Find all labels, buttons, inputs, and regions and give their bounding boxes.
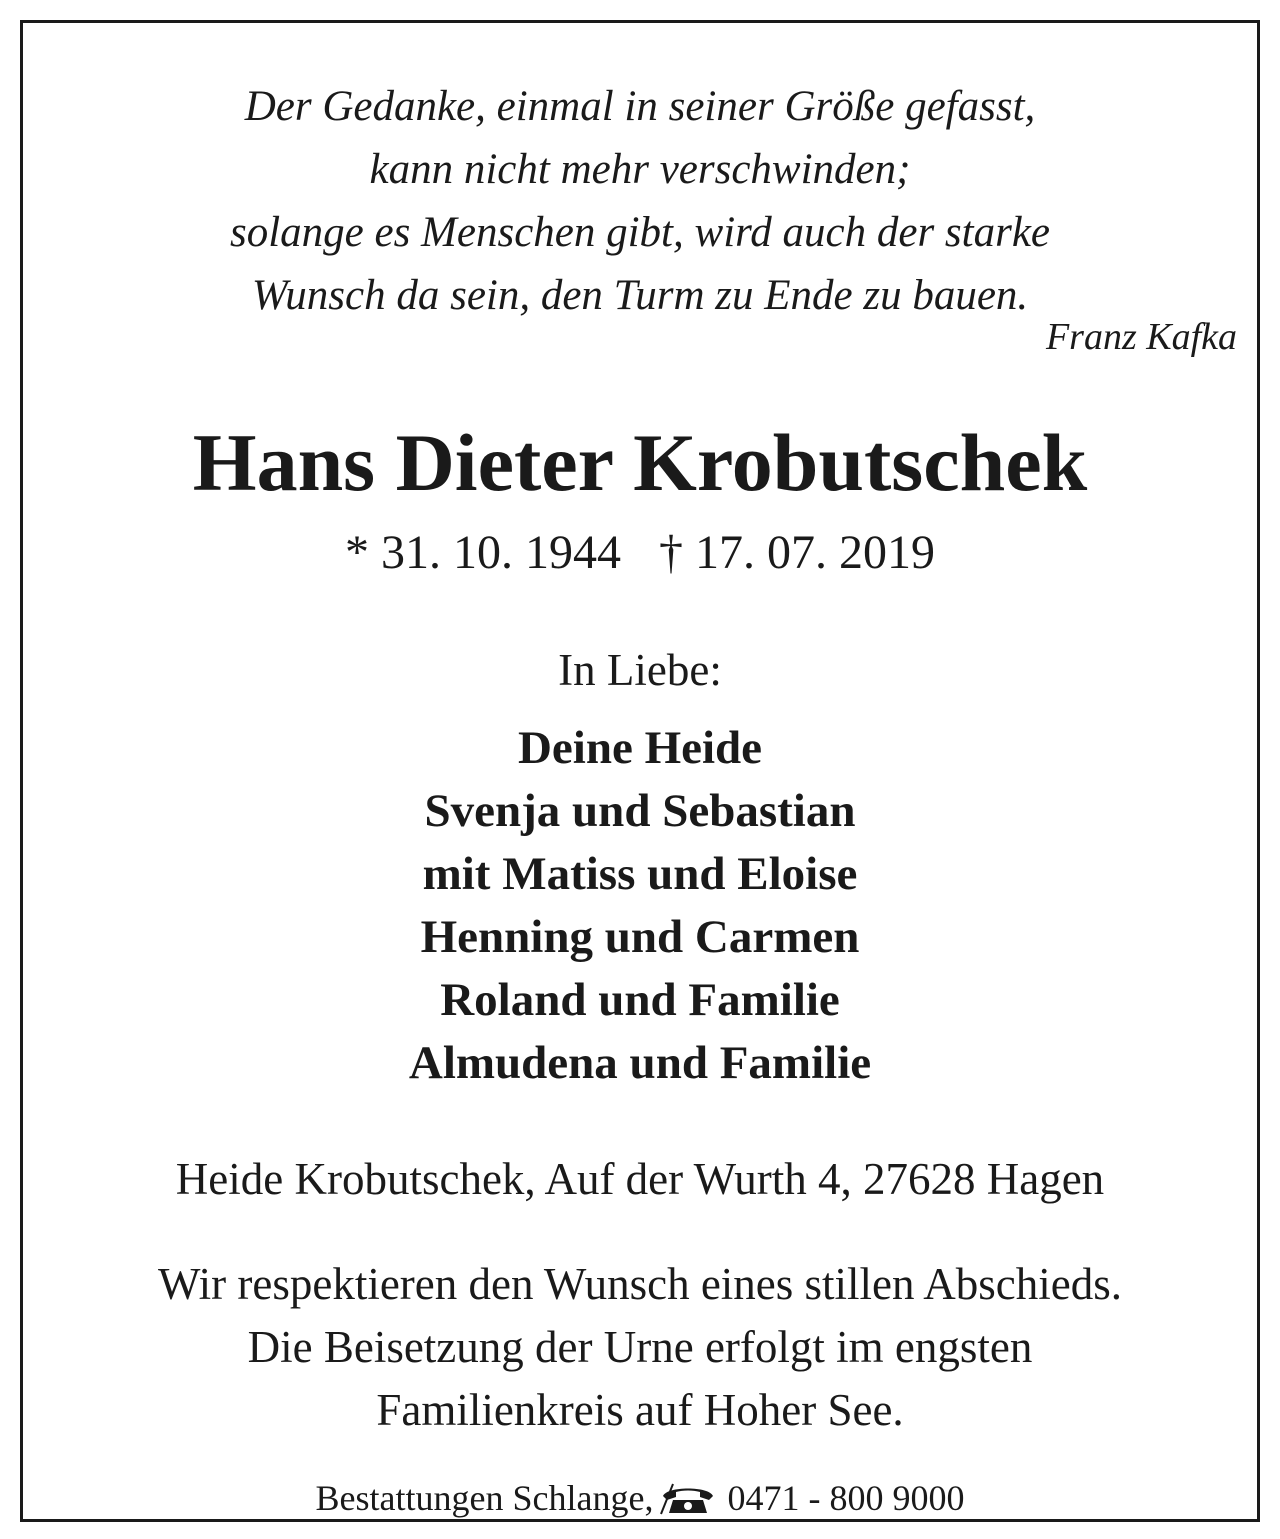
- in-love-label: In Liebe:: [558, 645, 722, 695]
- mourners-list: [23, 717, 1257, 1095]
- mourner: Deine Heide: [517, 722, 763, 774]
- phone-number: 0471 - 800 9000: [727, 1478, 965, 1518]
- quote-line: kann nicht mehr verschwinden;: [369, 146, 911, 193]
- death-date: † 17. 07. 2019: [659, 526, 935, 579]
- obituary-frame: [20, 20, 1260, 1522]
- mourner: Roland und Familie: [440, 974, 840, 1026]
- undertaker-footer: [23, 1473, 1257, 1523]
- quote-line: Der Gedanke, einmal in seiner Größe gefasst,: [244, 83, 1036, 130]
- family-address: Heide Krobutschek, Auf der Wurth 4, 27628 Hagen: [175, 1154, 1105, 1204]
- mourner: Svenja und Sebastian: [424, 785, 856, 837]
- life-dates: [23, 523, 1257, 583]
- quote-author: Franz Kafka: [1045, 316, 1237, 358]
- mourner: Almudena und Familie: [408, 1037, 872, 1089]
- quote-line: solange es Menschen gibt, wird auch der starke: [229, 209, 1051, 256]
- notice-line: Wir respektieren den Wunsch eines stillen Abschieds.: [157, 1259, 1123, 1309]
- funeral-notice: [23, 1253, 1257, 1442]
- quote-line: Wunsch da sein, den Turm zu Ende zu bauen.: [251, 272, 1029, 319]
- undertaker-name: Bestattungen Schlange,: [315, 1478, 654, 1518]
- quote: [23, 75, 1257, 327]
- notice-line: Die Beisetzung der Urne erfolgt im engsten: [247, 1322, 1033, 1372]
- birth-date: * 31. 10. 1944: [345, 526, 621, 579]
- mourner: Henning und Carmen: [420, 911, 860, 963]
- telephone-icon: [659, 1479, 717, 1515]
- deceased-name: Hans Dieter Krobutschek: [192, 417, 1088, 508]
- notice-line: Familienkreis auf Hoher See.: [376, 1385, 904, 1435]
- mourner: mit Matiss und Eloise: [422, 848, 858, 900]
